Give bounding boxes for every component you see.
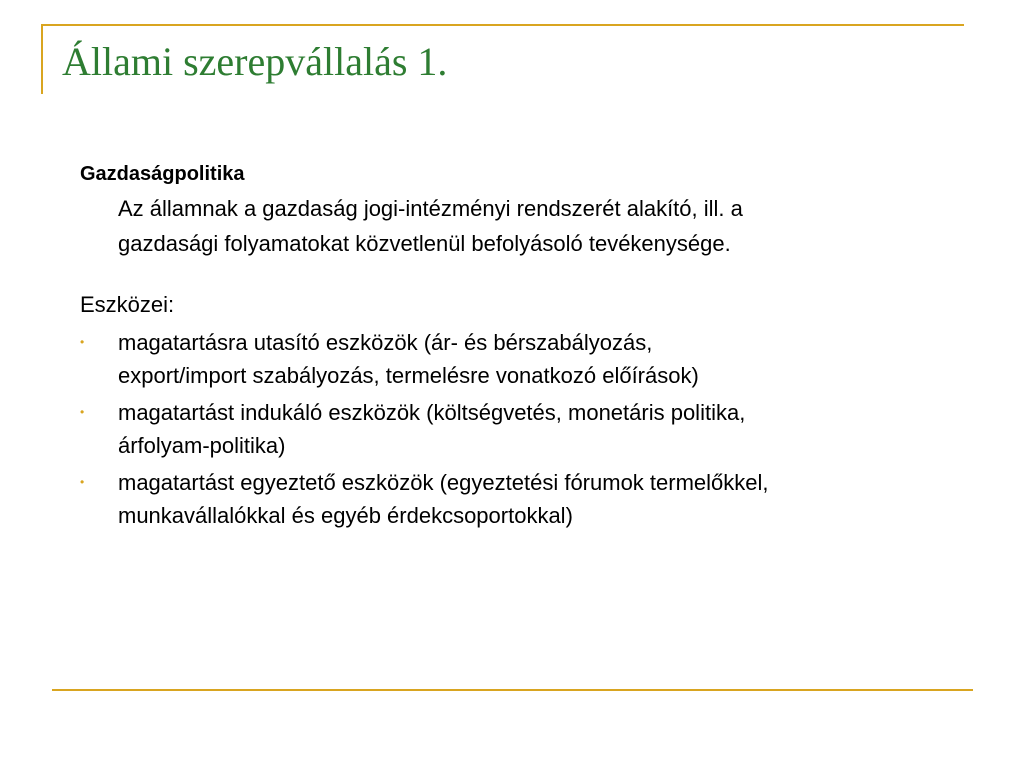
section-heading: Gazdaságpolitika (80, 163, 245, 185)
slide-content (80, 158, 980, 532)
bullet-icon: • (80, 405, 85, 419)
tools-list (80, 326, 980, 532)
list-item-line: magatartásra utasító eszközök (ár- és bérszabályozás, (118, 330, 653, 355)
definition-line: gazdasági folyamatokat közvetlenül befolyásoló tevékenysége. (118, 231, 731, 256)
slide-title: Állami szerepvállalás 1. (62, 39, 448, 84)
list-item-line: árfolyam-politika) (118, 433, 286, 458)
definition-text (118, 191, 980, 261)
left-accent-line (41, 24, 43, 94)
definition-line: Az államnak a gazdaság jogi-intézményi rendszerét alakító, ill. a (118, 196, 743, 221)
bottom-divider-line (52, 689, 973, 691)
list-item (80, 326, 980, 392)
list-item-line: munkavállalókkal és egyéb érdekcsoportokkal) (118, 503, 573, 528)
list-item (80, 396, 980, 462)
list-item (80, 466, 980, 532)
tools-label: Eszközei: (80, 292, 175, 317)
list-item-line: export/import szabályozás, termelésre vonatkozó előírások) (118, 363, 699, 388)
bullet-icon: • (80, 335, 85, 349)
top-divider-line (43, 24, 964, 26)
list-item-line: magatartást indukáló eszközök (költségvetés, monetáris politika, (118, 400, 746, 425)
bullet-icon: • (80, 475, 85, 489)
list-item-line: magatartást egyeztető eszközök (egyeztetési fórumok termelőkkel, (118, 470, 769, 495)
